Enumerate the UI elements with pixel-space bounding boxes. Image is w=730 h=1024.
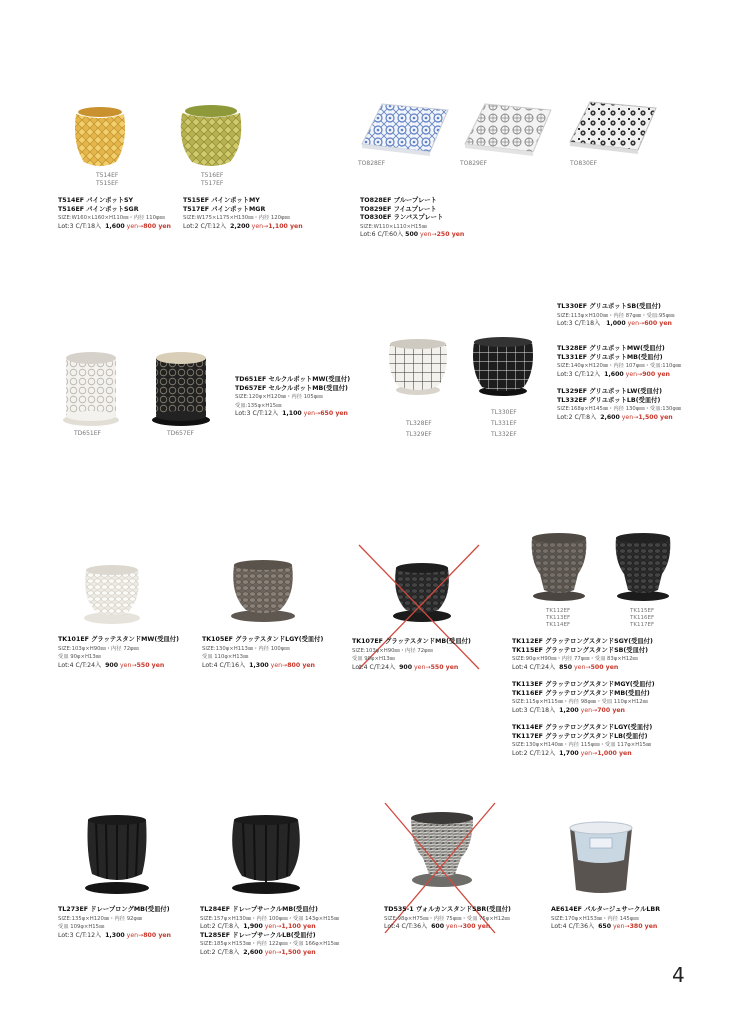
pineapple-pot-yellow-image xyxy=(70,104,130,168)
arrow: yen→ xyxy=(580,706,598,714)
product-tl328 xyxy=(557,345,681,379)
lot: Lot:3 C/T:12入 xyxy=(557,370,601,378)
price xyxy=(557,320,674,329)
caption-td651: TD651EF xyxy=(74,430,101,437)
arrow: yen→ xyxy=(126,931,144,939)
new-price: 900 yen xyxy=(642,370,670,378)
arrow: yen→ xyxy=(120,661,137,669)
lot: Lot:4 C/T:16入 xyxy=(202,661,246,669)
caption-to828: TO828EF xyxy=(358,160,386,167)
product-td535 xyxy=(384,906,511,932)
old-price: 1,000 xyxy=(606,320,626,328)
code: TO830EF ランバスプレート xyxy=(360,214,444,222)
lot: Lot:4 C/T:24入 xyxy=(512,663,556,671)
price xyxy=(352,664,471,673)
price xyxy=(512,707,655,716)
new-price: 1,500 yen xyxy=(638,413,673,421)
caption-tl330: TL330EF TL331EF TL332EF xyxy=(491,409,517,438)
old-price: 900 xyxy=(105,661,119,669)
new-price: 300 yen xyxy=(462,923,491,931)
code: TK117EF グラッテロングスタンドLB(受皿付) xyxy=(512,732,648,740)
code: AE614EF パルタージュサークルLBR xyxy=(551,906,661,913)
lot: Lot:3 C/T:18入 xyxy=(58,222,102,230)
price xyxy=(235,410,350,419)
new-price: 650 yen xyxy=(320,410,348,418)
lot: Lot:2 C/T:12入 xyxy=(512,749,556,757)
page-number: 4 xyxy=(672,963,685,987)
arrow: yen→ xyxy=(613,923,630,931)
product-t514 xyxy=(58,197,171,231)
code: TL330EF グリユポットSB(受皿付) xyxy=(557,303,661,310)
code: TK115EF グラッテロングスタンドSB(受皿付) xyxy=(512,646,649,654)
arrow: yen→ xyxy=(627,320,645,328)
old-price: 500 xyxy=(405,231,419,239)
size: 受皿:135φ×H15㎜ xyxy=(235,402,282,409)
arrow: yen→ xyxy=(251,222,269,230)
product-tk105 xyxy=(202,636,323,670)
arrow: yen→ xyxy=(270,661,288,669)
price xyxy=(200,923,339,932)
product-t515 xyxy=(183,197,303,231)
old-price: 1,600 xyxy=(604,370,624,378)
size: SIZE:130φ×H140㎜・内径 115φ㎜・受皿 117φ×H15㎜ xyxy=(512,742,652,749)
lot: Lot:2 C/T:8入 xyxy=(200,948,240,956)
new-price: 500 yen xyxy=(590,663,619,671)
price xyxy=(557,414,681,423)
size: SIZE:115φ×H115㎜・内径 98φ㎜・受皿 110φ×H12㎜ xyxy=(512,699,648,706)
grid-pot-white-image xyxy=(386,336,450,396)
code: TL329EF グリユポットLW(受皿付) xyxy=(557,388,663,395)
code: TK101EF グラッテスタンドMW(受皿付) xyxy=(58,636,179,643)
size: 受皿 109φ×H15㎜ xyxy=(58,924,105,931)
code: TO828EF ブループレート xyxy=(360,197,437,204)
price xyxy=(360,231,464,240)
lot: Lot:3 C/T:18入 xyxy=(557,320,601,328)
gratte-long-stand-black-image xyxy=(612,530,674,604)
size: SIZE:185φ×H153㎜・内径 122φ㎜・受皿 166φ×H15㎜ xyxy=(200,941,340,948)
product-tk112 xyxy=(512,638,653,672)
gratte-stand-white-image xyxy=(80,560,144,626)
arrow: yen→ xyxy=(580,749,598,757)
partage-circle-image xyxy=(566,820,636,898)
price xyxy=(384,923,511,932)
product-tl329 xyxy=(557,388,681,422)
caption-t514: T514EF T515EF xyxy=(96,172,119,187)
price xyxy=(557,371,681,380)
old-price: 1,300 xyxy=(249,661,269,669)
lot: Lot:3 C/T:18入 xyxy=(512,706,556,714)
drape-long-black-image xyxy=(82,812,152,896)
size: SIZE:130φ×H113㎜・内径 100φ㎜ xyxy=(202,645,290,652)
lot: Lot:4 C/T:24入 xyxy=(58,661,102,669)
product-tl273 xyxy=(58,906,171,940)
new-price: 1,500 yen xyxy=(281,948,316,956)
caption-t516: T516EF T517EF xyxy=(201,172,224,187)
lot: Lot:4 C/T:24入 xyxy=(352,663,396,671)
product-tk101 xyxy=(58,636,179,670)
new-price: 800 yen xyxy=(143,931,171,939)
size: SIZE:140φ×H120㎜・内径 107φ㎜・受皿:110φ㎜ xyxy=(557,363,682,370)
lot: Lot:2 C/T:8入 xyxy=(557,413,597,421)
code: TK107EF グラッテスタンドMB(受皿付) xyxy=(352,638,471,645)
price xyxy=(202,662,323,671)
new-price: 800 yen xyxy=(143,222,171,230)
product-tl284 xyxy=(200,906,339,958)
gratte-long-stand-gray-image xyxy=(528,530,590,604)
price xyxy=(58,932,171,941)
arrow: yen→ xyxy=(264,923,282,931)
arrow: yen→ xyxy=(126,222,144,230)
size: SIZE:W160×L160×H110㎜・内径 110φ㎜ xyxy=(58,215,165,222)
size: SIZE:135φ×H120㎜・内径 92φ㎜ xyxy=(58,915,143,922)
size: SIZE:168φ×H145㎜・内径 130φ㎜・受皿:130φ㎜ xyxy=(557,406,682,413)
size: 受皿 110φ×H13㎜ xyxy=(202,654,249,661)
old-price: 2,600 xyxy=(600,413,620,421)
arrow: yen→ xyxy=(621,413,639,421)
grid-pot-black-image xyxy=(470,334,536,398)
price xyxy=(58,223,171,232)
code: T517EF パインポットMGR xyxy=(183,205,266,213)
price xyxy=(183,223,303,232)
lot: Lot:4 C/T:36入 xyxy=(384,923,428,931)
size: SIZE:103φ×H90㎜・内径 72φ㎜ xyxy=(352,647,433,654)
code: TD657EF セルクルポットMB(受皿付) xyxy=(235,384,348,392)
lot: Lot:3 C/T:12入 xyxy=(235,410,279,418)
code: TL273EF ドレープロングMB(受皿付) xyxy=(58,906,170,913)
new-price: 600 yen xyxy=(644,320,672,328)
drape-circle-black-image xyxy=(228,812,304,896)
code: TO829EF フイユプレート xyxy=(360,205,437,213)
old-price: 1,700 xyxy=(559,749,579,757)
price xyxy=(512,664,653,673)
old-price: 900 xyxy=(399,663,413,671)
size: SIZE:120φ×H120㎜・内径 105φ㎜ xyxy=(235,394,323,401)
code: TK112EF グラッテロングスタンドSGY(受皿付) xyxy=(512,638,653,645)
size: 受皿 90φ×H13㎜ xyxy=(58,654,101,661)
arrow: yen→ xyxy=(264,948,282,956)
code: TK116EF グラッテロングスタンドMB(受皿付) xyxy=(512,689,650,697)
size: SIZE:113φ×H100㎜・内径 87φ㎜・受皿:95φ㎜ xyxy=(557,312,675,319)
lot: Lot:3 C/T:12入 xyxy=(58,931,102,939)
size: SIZE:103φ×H90㎜・内径 72φ㎜ xyxy=(58,645,139,652)
size: SIZE:90φ×H90㎜・内径 77φ㎜・受皿 83φ×H12㎜ xyxy=(512,656,638,663)
code: TK113EF グラッテロングスタンドMGY(受皿付) xyxy=(512,681,655,688)
code: TL284EF ドレープサークルMB(受皿付) xyxy=(200,906,318,913)
size: SIZE:W110×L110×H15㎜ xyxy=(360,223,427,230)
old-price: 1,100 xyxy=(282,410,302,418)
old-price: 850 xyxy=(559,663,573,671)
plate-gray-image xyxy=(463,100,553,160)
new-price: 1,100 yen xyxy=(268,222,303,230)
pineapple-pot-green-image xyxy=(176,102,246,168)
lot: Lot:2 C/T:8入 xyxy=(200,923,240,931)
size: SIZE:170φ×H153㎜・内径 145φ㎜ xyxy=(551,915,639,922)
old-price: 650 xyxy=(598,923,612,931)
arrow: yen→ xyxy=(574,663,591,671)
new-price: 1,100 yen xyxy=(281,923,316,931)
product-tk107 xyxy=(352,638,471,672)
product-to828 xyxy=(360,197,464,240)
code: TD651EF セルクルポットMW(受皿付) xyxy=(235,376,351,383)
new-price: 380 yen xyxy=(629,923,658,931)
product-tl330 xyxy=(557,303,674,329)
code: T514EF パインポットSY xyxy=(58,197,134,204)
code: TL285EF ドレープサークルLB(受皿付) xyxy=(200,931,316,939)
old-price: 1,300 xyxy=(105,931,125,939)
new-price: 1,000 yen xyxy=(597,749,632,757)
old-price: 2,200 xyxy=(230,222,250,230)
code: TL328EF グリユポットMW(受皿付) xyxy=(557,345,665,352)
size: SIZE:98φ×H75㎜・内径 75φ㎜・受皿 75φ×H12㎜ xyxy=(384,915,510,922)
gratte-stand-lightgray-image xyxy=(228,555,298,625)
new-price: 700 yen xyxy=(597,706,625,714)
code: TK114EF グラッテロングスタンドLGY(受皿付) xyxy=(512,724,653,731)
code: T515EF パインポットMY xyxy=(183,197,260,204)
caption-to829: TO829EF xyxy=(460,160,488,167)
size: SIZE:W175×L175×H130㎜・内径 120φ㎜ xyxy=(183,215,290,222)
size: 受皿 90φ×H13㎜ xyxy=(352,656,395,663)
new-price: 550 yen xyxy=(136,661,165,669)
product-tk113 xyxy=(512,681,655,715)
arrow: yen→ xyxy=(446,923,463,931)
price xyxy=(551,923,660,932)
code: TL332EF グリユポットLB(受皿付) xyxy=(557,396,661,404)
lot: Lot:4 C/T:36入 xyxy=(551,923,595,931)
new-price: 550 yen xyxy=(430,663,459,671)
arrow: yen→ xyxy=(420,231,437,239)
code: T516EF パインポットSGR xyxy=(58,205,139,213)
caption-to830: TO830EF xyxy=(570,160,598,167)
code: TD535-1 ヴォルカンスタンドSBR(受皿付) xyxy=(384,906,511,913)
price xyxy=(512,750,652,759)
price xyxy=(58,662,179,671)
arrow: yen→ xyxy=(414,663,431,671)
old-price: 2,600 xyxy=(243,948,263,956)
caption-td657: TD657EF xyxy=(167,430,194,437)
old-price: 600 xyxy=(431,923,445,931)
price xyxy=(200,949,339,958)
plate-blue-image xyxy=(360,100,450,160)
lot: Lot:6 C/T:60入 xyxy=(360,231,404,239)
circle-pot-white-image xyxy=(60,350,122,430)
code: TK105EF グラッテスタンドLGY(受皿付) xyxy=(202,636,324,643)
new-price: 800 yen xyxy=(287,661,315,669)
caption-tk115: TK115EF TK116EF TK117EF xyxy=(630,608,655,628)
old-price: 1,600 xyxy=(105,222,125,230)
plate-dark-image xyxy=(568,98,658,158)
caption-tl328: TL328EF TL329EF xyxy=(406,420,432,438)
product-td651 xyxy=(235,376,350,419)
caption-tk112: TK112EF TK113EF TK114EF xyxy=(546,608,571,628)
product-tk114 xyxy=(512,724,652,758)
arrow: yen→ xyxy=(625,370,643,378)
code: TL331EF グリユポットMB(受皿付) xyxy=(557,353,663,361)
circle-pot-black-image xyxy=(150,350,212,430)
old-price: 1,200 xyxy=(559,706,579,714)
arrow: yen→ xyxy=(303,410,321,418)
lot: Lot:2 C/T:12入 xyxy=(183,222,227,230)
product-ae614 xyxy=(551,906,660,932)
size: SIZE:157φ×H130㎜・内径 100φ㎜・受皿 143φ×H15㎜ xyxy=(200,915,340,922)
new-price: 250 yen xyxy=(436,231,465,239)
old-price: 1,900 xyxy=(243,923,263,931)
